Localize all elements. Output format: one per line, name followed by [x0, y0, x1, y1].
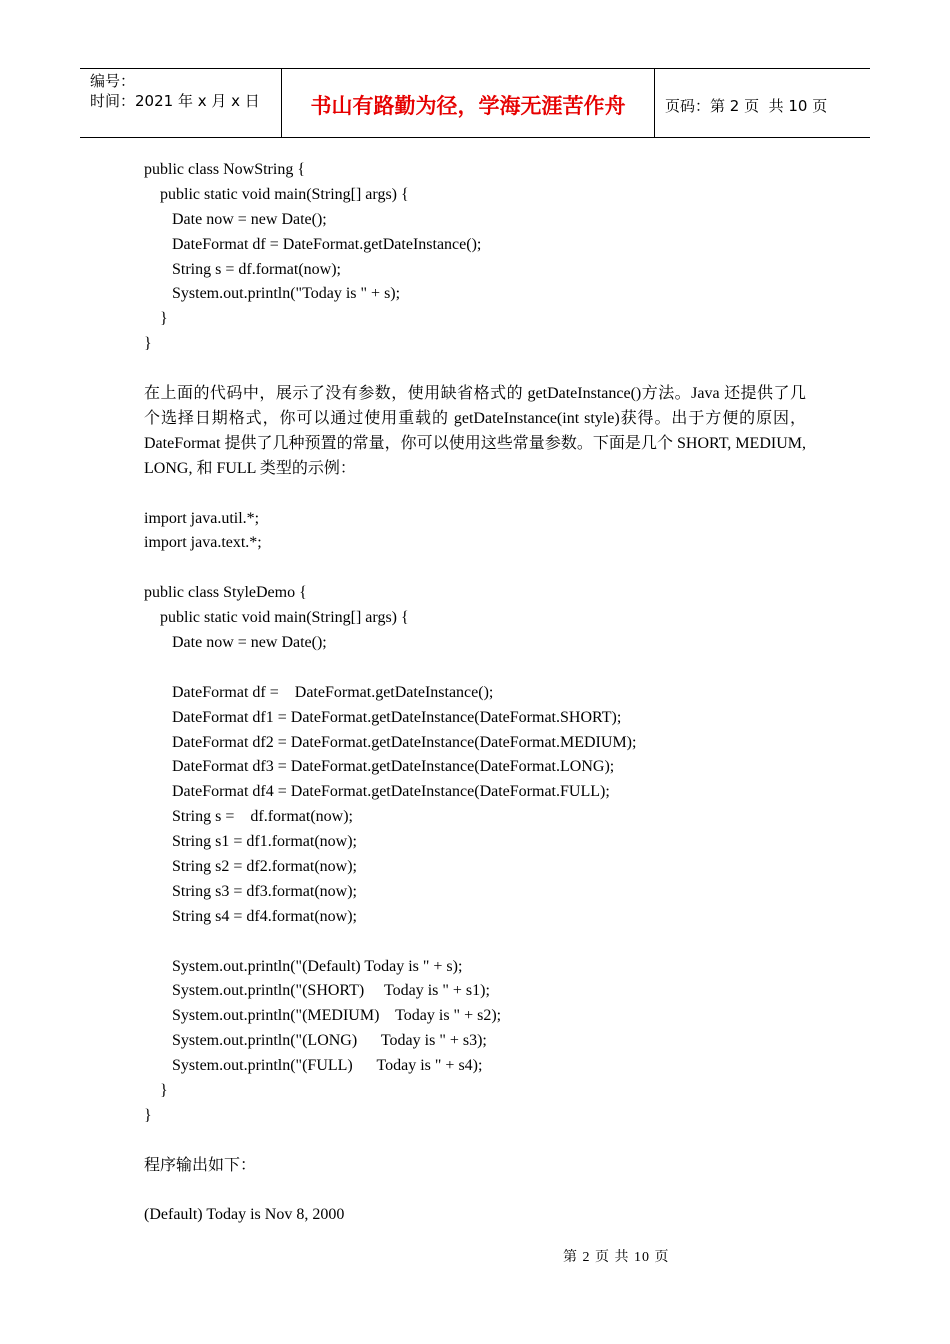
code-line: import java.text.*;: [144, 534, 262, 552]
code-line: }: [144, 335, 152, 353]
code-line: import java.util.*;: [144, 509, 260, 527]
code-block-imports: [144, 507, 806, 557]
document-date: 时间：2021 年 x 月 x 日: [90, 92, 260, 110]
code-line: System.out.println("(FULL) Today is " + s4);: [144, 1057, 483, 1075]
code-line: Date now = new Date();: [144, 210, 327, 228]
page-footer: 第 2 页 共 10 页: [563, 1250, 670, 1265]
code-line: System.out.println("(LONG) Today is " + s3);: [144, 1032, 487, 1050]
header-divider: [654, 69, 655, 137]
code-line: System.out.println("(MEDIUM) Today is " + s2);: [144, 1007, 502, 1025]
code-line: public static void main(String[] args) {: [144, 185, 409, 203]
code-line: }: [144, 1082, 168, 1100]
output-line: (Default) Today is Nov 8, 2000: [144, 1206, 345, 1224]
code-line: public static void main(String[] args) {: [144, 609, 409, 627]
code-line: [144, 656, 806, 681]
code-line: String s = df.format(now);: [144, 260, 341, 278]
code-line: [144, 930, 806, 955]
code-line: public class NowString {: [144, 161, 305, 178]
code-line: }: [144, 1106, 152, 1124]
code-block-styledemo: [144, 581, 806, 1129]
header-page-info: 页码：第 2 页 共 10 页: [665, 96, 828, 115]
code-line: String s = df.format(now);: [144, 808, 353, 826]
code-line: public class StyleDemo {: [144, 584, 307, 602]
code-line: DateFormat df2 = DateFormat.getDateInstance(DateFormat.MEDIUM);: [144, 733, 637, 751]
code-line: String s3 = df3.format(now);: [144, 882, 357, 900]
code-line: DateFormat df3 = DateFormat.getDateInstance(DateFormat.LONG);: [144, 758, 615, 776]
code-line: DateFormat df1 = DateFormat.getDateInstance(DateFormat.SHORT);: [144, 708, 622, 726]
document-body: [144, 158, 806, 1228]
code-line: DateFormat df = DateFormat.getDateInstance();: [144, 235, 482, 253]
page-header: [80, 68, 870, 138]
header-motto: 书山有路勤为径，学海无涯苦作舟: [310, 94, 626, 118]
explanation-paragraph: 在上面的代码中，展示了没有参数，使用缺省格式的 getDateInstance()方法。Java 还提供了几个选择日期格式，你可以通过使用重载的 getDateInstance(int style)获得。出于方便的原因，DateFormat 提供了几种预置的常量，你可以使用这些常量参数。下面是几个 SHORT, MEDIUM, LONG, 和 FULL 类型的示例：: [144, 385, 806, 477]
code-line: DateFormat df = DateFormat.getDateInstance();: [144, 683, 494, 701]
output-label: 程序输出如下：: [144, 1156, 257, 1174]
code-line: Date now = new Date();: [144, 633, 327, 651]
code-block-nowstring: [144, 158, 806, 357]
document-number-label: 编号：: [90, 72, 136, 90]
code-line: }: [144, 310, 168, 328]
code-line: DateFormat df4 = DateFormat.getDateInstance(DateFormat.FULL);: [144, 783, 610, 801]
header-meta: [90, 71, 280, 111]
code-line: String s2 = df2.format(now);: [144, 858, 357, 875]
code-line: String s4 = df4.format(now);: [144, 907, 357, 925]
code-line: System.out.println("(SHORT) Today is " + s1);: [144, 982, 490, 1000]
code-line: System.out.println("(Default) Today is " + s);: [144, 957, 463, 975]
code-line: System.out.println("Today is " + s);: [144, 285, 401, 303]
code-line: String s1 = df1.format(now);: [144, 833, 357, 851]
